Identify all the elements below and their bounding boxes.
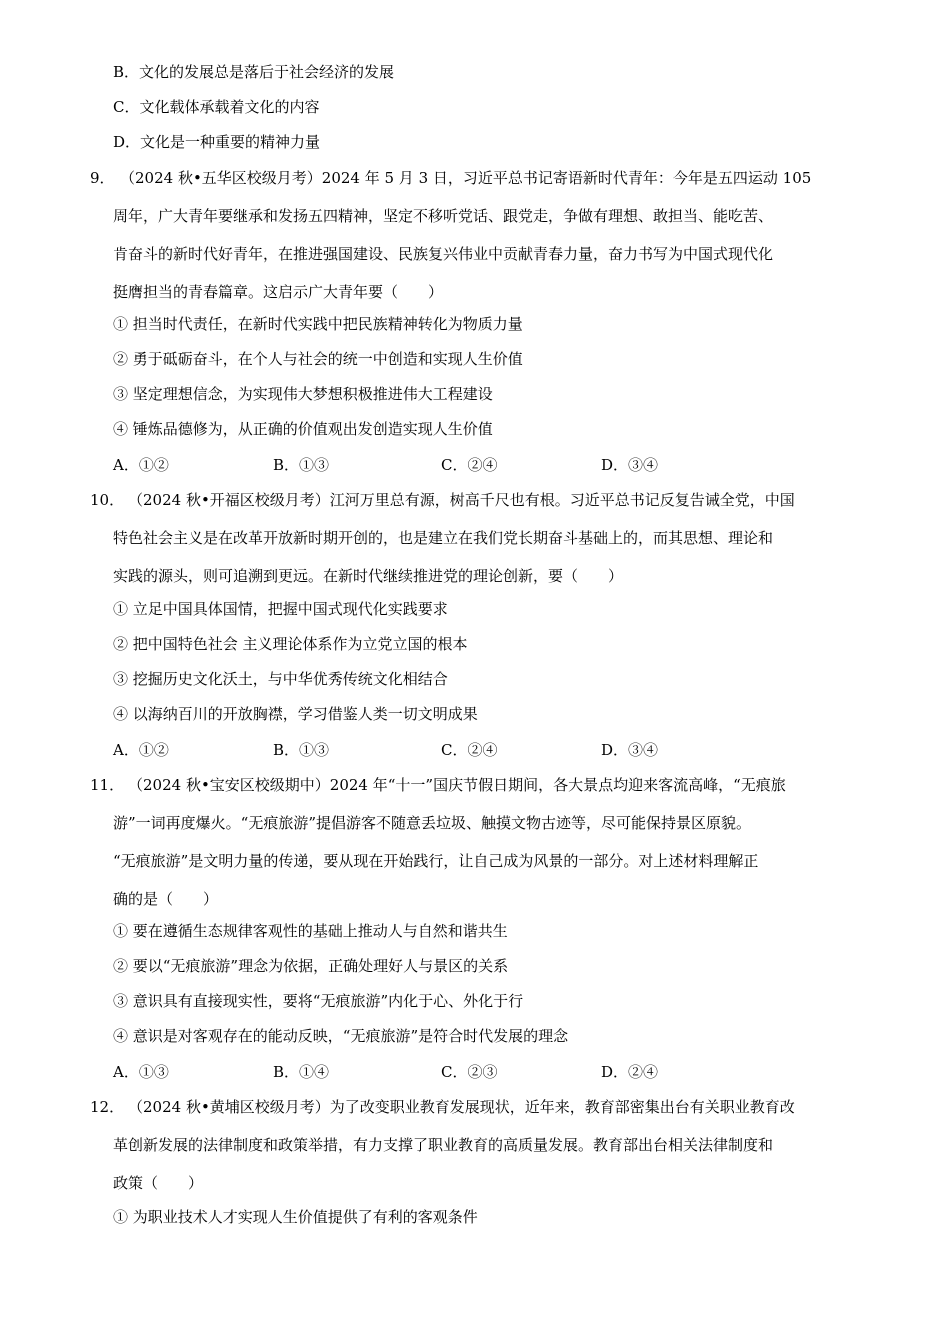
question-stem-line: （2024 秋•开福区校级月考）江河万里总有源，树高千尺也有根。习近平总书记反复告诫全党，中国 — [128, 491, 795, 509]
question-stem-line: 革创新发展的法律制度和政策举措，有力支撑了职业教育的高质量发展。教育部出台相关法律制度和 — [113, 1136, 774, 1154]
question-number: 12． — [90, 1098, 125, 1116]
choice-b[interactable]: B．①③ — [273, 456, 330, 474]
question-stem-line: “无痕旅游”是文明力量的传递，要从现在开始践行，让自己成为风景的一部分。对上述材料理解正 — [113, 852, 759, 870]
prev-option-b: B．文化的发展总是落后于社会经济的发展 — [113, 63, 395, 81]
choice-a[interactable]: A．①② — [113, 456, 169, 474]
choice-a[interactable]: A．①③ — [113, 1063, 169, 1081]
statement: ③ 坚定理想信念，为实现伟大梦想积极推进伟大工程建设 — [113, 385, 493, 403]
statement: ① 要在遵循生态规律客观性的基础上推动人与自然和谐共生 — [113, 922, 508, 940]
statement: ② 勇于砥砺奋斗，在个人与社会的统一中创造和实现人生价值 — [113, 350, 523, 368]
choice-b[interactable]: B．①③ — [273, 741, 330, 759]
choice-d[interactable]: D．③④ — [601, 456, 659, 474]
question-stem-line: （2024 秋•宝安区校级期中）2024 年“十一”国庆节假日期间，各大景点均迎来客流高峰，“无痕旅 — [128, 776, 786, 794]
question-number: 9． — [90, 169, 115, 187]
question-stem-line: 周年，广大青年要继承和发扬五四精神，坚定不移听党话、跟党走，争做有理想、敢担当、能吃苦、 — [113, 207, 774, 225]
question-number: 10． — [90, 491, 125, 509]
prev-option-d: D．文化是一种重要的精神力量 — [113, 133, 321, 151]
question-stem-line: 实践的源头，则可追溯到更远。在新时代继续推进党的理论创新，要（ ） — [113, 567, 624, 585]
choice-d[interactable]: D．②④ — [601, 1063, 659, 1081]
choice-a[interactable]: A．①② — [113, 741, 169, 759]
choice-c[interactable]: C．②③ — [441, 1063, 498, 1081]
choice-c[interactable]: C．②④ — [441, 741, 498, 759]
statement: ① 为职业技术人才实现人生价值提供了有利的客观条件 — [113, 1208, 478, 1226]
statement: ④ 锤炼品德修为，从正确的价值观出发创造实现人生价值 — [113, 420, 493, 438]
statement: ① 担当时代责任，在新时代实践中把民族精神转化为物质力量 — [113, 315, 523, 333]
question-stem-line: 政策（ ） — [113, 1174, 204, 1192]
statement: ④ 以海纳百川的开放胸襟，学习借鉴人类一切文明成果 — [113, 705, 478, 723]
statement: ① 立足中国具体国情，把握中国式现代化实践要求 — [113, 600, 448, 618]
choice-c[interactable]: C．②④ — [441, 456, 498, 474]
choice-d[interactable]: D．③④ — [601, 741, 659, 759]
choice-b[interactable]: B．①④ — [273, 1063, 330, 1081]
statement: ④ 意识是对客观存在的能动反映，“无痕旅游”是符合时代发展的理念 — [113, 1027, 569, 1045]
question-stem-line: 特色社会主义是在改革开放新时期开创的，也是建立在我们党长期奋斗基础上的，而其思想、理论和 — [113, 529, 774, 547]
statement: ③ 意识具有直接现实性，要将“无痕旅游”内化于心、外化于行 — [113, 992, 524, 1010]
question-stem-line: （2024 秋•五华区校级月考）2024 年 5 月 3 日，习近平总书记寄语新时代青年：今年是五四运动 105 — [120, 169, 812, 187]
question-stem-line: 肯奋斗的新时代好青年，在推进强国建设、民族复兴伟业中贡献青春力量，奋力书写为中国式现代化 — [113, 245, 774, 263]
question-stem-line: 确的是（ ） — [113, 890, 219, 908]
statement: ② 把中国特色社会 主义理论体系作为立党立国的根本 — [113, 635, 468, 653]
question-stem-line: 游”一词再度爆火。“无痕旅游”提倡游客不随意丢垃圾、触摸文物古迹等，尽可能保持景区原貌。 — [113, 814, 752, 832]
question-number: 11． — [90, 776, 125, 794]
question-stem-line: （2024 秋•黄埔区校级月考）为了改变职业教育发展现状，近年来，教育部密集出台有关职业教育改 — [128, 1098, 795, 1116]
statement: ② 要以“无痕旅游”理念为依据，正确处理好人与景区的关系 — [113, 957, 509, 975]
statement: ③ 挖掘历史文化沃土，与中华优秀传统文化相结合 — [113, 670, 448, 688]
question-stem-line: 挺膺担当的青春篇章。这启示广大青年要（ ） — [113, 283, 444, 301]
prev-option-c: C．文化载体承载着文化的内容 — [113, 98, 320, 116]
